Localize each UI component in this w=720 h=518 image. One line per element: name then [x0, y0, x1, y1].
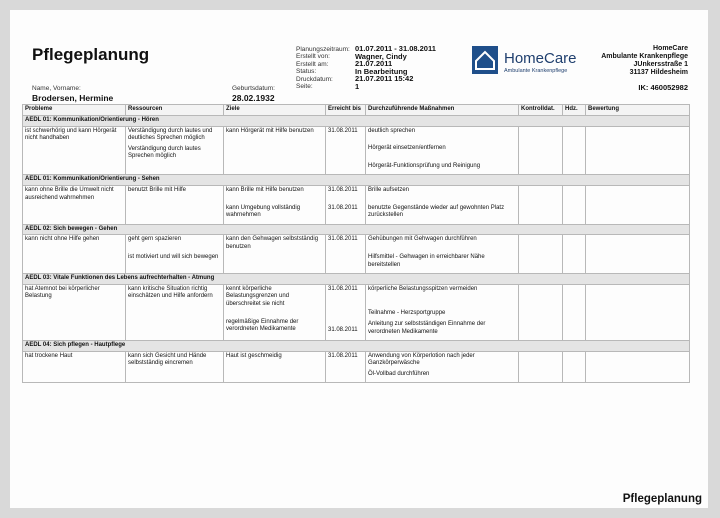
signature-cell — [563, 235, 586, 274]
address-line: Ambulante Krankenpflege — [601, 53, 688, 60]
section-header-row — [23, 341, 690, 352]
signature-cell — [563, 284, 586, 340]
measure-text: Öl-Vollbad durchführen — [368, 370, 430, 377]
goal-cell: kann Hörgerät mit Hilfe benutzen — [224, 126, 326, 175]
resources-cell — [126, 235, 224, 274]
provider-address — [601, 45, 688, 77]
address-line: 31137 Hildesheim — [629, 69, 688, 76]
meta-value: 21.07.2011 15:42 — [355, 74, 414, 83]
signature-cell — [563, 351, 586, 383]
meta-labels — [296, 46, 350, 90]
goal-text: kennt körperliche Belastungsgrenzen und überschreitet sie nicht — [226, 285, 290, 307]
measure-text: benutzte Gegenstände wieder auf gewohnten Platz zurückstellen — [368, 204, 505, 219]
control-date-cell — [519, 126, 563, 175]
section-title: AEDL 01: Kommunikation/Orientierung - Sehen — [23, 175, 690, 186]
meta-label: Status: — [296, 68, 317, 76]
problem-cell: hat trockene Haut — [23, 351, 126, 383]
table-row — [23, 284, 690, 340]
section-title: AEDL 01: Kommunikation/Orientierung - Hören — [23, 116, 690, 127]
problem-cell: kann ohne Brille die Umwelt nicht ausreichend wahrnehmen — [23, 185, 126, 224]
resource-text: geht gern spazieren — [128, 236, 182, 243]
birth-value: 28.02.1932 — [232, 93, 275, 103]
meta-label: Erstellt von: — [296, 53, 330, 61]
evaluation-cell — [586, 235, 690, 274]
goal-cell — [224, 284, 326, 340]
section-header-row — [23, 274, 690, 285]
care-plan-table — [22, 104, 690, 383]
evaluation-cell — [586, 185, 690, 224]
measure-text: Brille aufsetzen — [368, 186, 410, 193]
measures-cell — [366, 351, 519, 383]
problem-cell: hat Atemnot bei körperlicher Belastung — [23, 284, 126, 340]
address-line: JUnkersstraße 1 — [633, 61, 688, 68]
resource-text: ist motiviert und will sich bewegen — [128, 253, 219, 260]
table-row — [23, 235, 690, 274]
control-date-cell — [519, 235, 563, 274]
resources-cell — [126, 126, 224, 175]
measure-text: Gehübungen mit Gehwagen durchführen — [368, 236, 477, 243]
meta-value: 1 — [355, 81, 360, 91]
section-title: AEDL 04: Sich pflegen - Hautpflege — [23, 341, 690, 352]
table-row — [23, 185, 690, 224]
control-date-cell — [519, 351, 563, 383]
col-header: Ziele — [224, 105, 326, 116]
birth-label: Geburtsdatum: — [232, 85, 275, 92]
table-row — [23, 351, 690, 383]
evaluation-cell — [586, 284, 690, 340]
meta-value: 21.07.2011 — [355, 59, 393, 68]
col-header: Durchzuführende Maßnahmen — [366, 105, 519, 116]
measure-text: Anwendung von Körperlotion nach jeder Ganzkörperwäsche — [368, 352, 475, 367]
date-text: 31.08.2011 — [328, 327, 358, 334]
goal-text: kann Umgebung vollständig wahrnehmen — [226, 204, 301, 219]
evaluation-cell — [586, 126, 690, 175]
meta-value: Wagner, Cindy — [355, 51, 407, 61]
col-header: Kontrolldat. — [519, 105, 563, 116]
page-title: Pflegeplanung — [32, 45, 150, 64]
col-header: Probleme — [23, 105, 126, 116]
resources-cell: benutzt Brille mit Hilfe — [126, 185, 224, 224]
problem-cell: kann nicht ohne Hilfe gehen — [23, 235, 126, 274]
logo-name: HomeCare — [504, 50, 577, 67]
resources-cell: kann kritische Situation richtig einschätzen und Hilfe anfordern — [126, 284, 224, 340]
control-date-cell — [519, 284, 563, 340]
goal-cell: kann den Gehwagen selbstständig benutzen — [224, 235, 326, 274]
signature-cell — [563, 126, 586, 175]
measure-text: Hilfsmittel - Gehwagen in erreichbarer Nähe bereitstellen — [368, 253, 485, 268]
col-header: Erreicht bis — [326, 105, 366, 116]
measures-cell — [366, 284, 519, 340]
name-label: Name, Vorname: — [32, 85, 81, 92]
measures-cell — [366, 235, 519, 274]
problem-cell: ist schwerhörig und kann Hörgerät nicht handhaben — [23, 126, 126, 175]
meta-value: In Bearbeitung — [355, 66, 408, 76]
measures-cell — [366, 126, 519, 175]
date-text: 31.08.2011 — [328, 285, 358, 292]
measure-text: Anleitung zur selbstständigen Einnahme der verordneten Medikamente — [368, 320, 486, 335]
measure-text: körperliche Belastungsspitzen vermeiden — [368, 285, 478, 292]
resources-cell: kann sich Gesicht und Hände selbstständig eincremen — [126, 351, 224, 383]
meta-value: 01.07.2011 - 31.08.2011 — [355, 44, 436, 53]
table-row — [23, 126, 690, 175]
ik-number: IK: 460052982 — [638, 83, 688, 92]
table-header-row — [23, 105, 690, 116]
resource-text: Verständigung durch lautes Sprechen möglich — [128, 145, 201, 160]
col-header: Hdz. — [563, 105, 586, 116]
measures-cell — [366, 185, 519, 224]
meta-label: Planungszeitraum: — [296, 46, 350, 53]
meta-label: Druckdatum: — [296, 75, 333, 83]
goal-cell — [224, 185, 326, 224]
date-cell — [326, 185, 366, 224]
control-date-cell — [519, 185, 563, 224]
date-text: 31.08.2011 — [328, 186, 358, 193]
resource-text: Verständigung durch lautes und deutliches Sprechen möglich — [128, 127, 213, 142]
section-header-row — [23, 175, 690, 186]
date-text: 31.08.2011 — [328, 204, 358, 211]
meta-values — [355, 45, 436, 90]
date-cell — [326, 284, 366, 340]
col-header: Ressourcen — [126, 105, 224, 116]
measure-text: deutlich sprechen — [368, 127, 416, 134]
section-title: AEDL 03: Vitale Funktionen des Lebens aufrechterhalten - Atmung — [23, 274, 690, 285]
section-header-row — [23, 224, 690, 235]
logo-subtitle: Ambulante Krankenpflege — [504, 68, 568, 74]
section-header-row — [23, 116, 690, 127]
goal-text: kann Brille mit Hilfe benutzen — [226, 186, 304, 193]
col-header: Bewertung — [586, 105, 690, 116]
footer-title: Pflegeplanung — [622, 493, 702, 505]
meta-label: Erstellt am: — [296, 60, 329, 68]
evaluation-cell — [586, 351, 690, 383]
date-cell: 31.08.2011 — [326, 235, 366, 274]
date-cell: 31.08.2011 — [326, 351, 366, 383]
goal-cell: Haut ist geschmeidig — [224, 351, 326, 383]
signature-cell — [563, 185, 586, 224]
house-logo-icon — [472, 46, 498, 74]
name-value: Brodersen, Hermine — [32, 93, 114, 103]
measure-text: Hörgerät-Funktionsprüfung und Reinigung — [368, 162, 481, 169]
goal-text: regelmäßige Einnahme der verordneten Medikamente — [226, 318, 299, 333]
address-line: HomeCare — [652, 45, 688, 52]
section-title: AEDL 02: Sich bewegen - Gehen — [23, 224, 690, 235]
meta-label: Seite: — [296, 83, 313, 91]
measure-text: Hörgerät einsetzen/entfernen — [368, 145, 446, 152]
measure-text: Teilnahme - Herzsportgruppe — [368, 310, 446, 317]
date-cell: 31.08.2011 — [326, 126, 366, 175]
